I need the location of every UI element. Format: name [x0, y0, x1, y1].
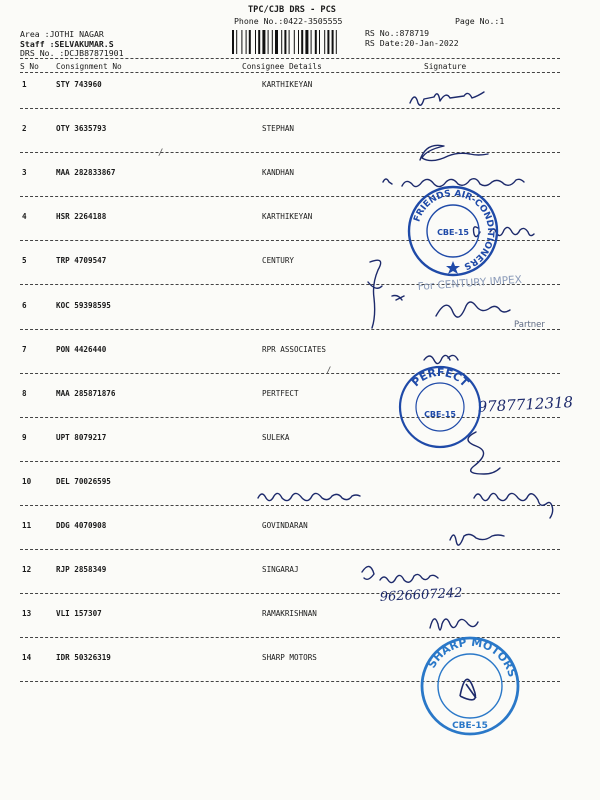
row-consignee: CENTURY — [262, 256, 295, 265]
table-row — [0, 389, 600, 432]
table-row — [0, 168, 600, 211]
row-consignment-no: DEL 70026595 — [56, 477, 111, 486]
svg-text:FRIENDS AIR-CONDITIONERS: FRIENDS AIR-CONDITIONERS — [412, 188, 496, 271]
row-sno: 7 — [22, 345, 27, 354]
handwritten-phone-row-8: 9787712318 — [477, 393, 574, 416]
row-consignee: KARTHIKEYAN — [262, 212, 313, 221]
row-separator — [20, 417, 560, 418]
drs-number: DRS No. :DCJB87871901 — [20, 48, 124, 58]
row-consignee: KARTHIKEYAN — [262, 80, 313, 89]
row-sno: 8 — [22, 389, 27, 398]
col-header-consignee: Consignee Details — [242, 62, 322, 71]
col-header-signature: Signature — [424, 62, 467, 71]
area-label: Area :JOTHI NAGAR — [20, 29, 104, 39]
sheet-title: TPC/CJB DRS - PCS — [248, 5, 336, 15]
century-impex-stamp: For CENTURY IMPEX — [417, 273, 523, 293]
row-sno: 9 — [22, 433, 27, 442]
barcode — [232, 30, 366, 54]
rs-number: RS No.:878719 — [365, 28, 430, 38]
row-sno: 4 — [22, 212, 27, 221]
table-row — [0, 609, 600, 652]
row-separator — [20, 240, 560, 241]
row-consignment-no: RJP 2858349 — [56, 565, 107, 574]
row-consignee: KANDHAN — [262, 168, 295, 177]
row-sno: 1 — [22, 80, 27, 89]
staff-label: Staff :SELVAKUMAR.S — [20, 39, 114, 49]
table-row — [0, 345, 600, 388]
row-sno: 14 — [22, 653, 32, 662]
row-separator — [20, 637, 560, 638]
table-row — [0, 521, 600, 564]
row-sno: 10 — [22, 477, 32, 486]
row-consignment-no: TRP 4709547 — [56, 256, 107, 265]
row-consignment-no: UPT 8079217 — [56, 433, 107, 442]
table-row — [0, 256, 600, 299]
table-row — [0, 301, 600, 344]
table-row — [0, 565, 600, 608]
row-separator — [20, 108, 560, 109]
row-sno: 5 — [22, 256, 27, 265]
row-consignment-no: DDG 4070908 — [56, 521, 107, 530]
check-mark: / — [158, 148, 164, 158]
row-consignment-no: PON 4426440 — [56, 345, 107, 354]
svg-text:SHARP MOTORS: SHARP MOTORS — [425, 635, 519, 679]
header-rule-bottom — [20, 72, 560, 73]
page-number: Page No.:1 — [455, 16, 505, 26]
row-separator — [20, 329, 560, 330]
row-consignment-no: VLI 157307 — [56, 609, 102, 618]
row-separator — [20, 461, 560, 462]
rs-date: RS Date:20-Jan-2022 — [365, 38, 459, 48]
row-separator — [20, 681, 560, 682]
century-partner-label: Partner — [514, 320, 545, 330]
row-consignee: SULEKA — [262, 433, 290, 442]
row-consignment-no: OTY 3635793 — [56, 124, 107, 133]
row-consignment-no: KOC 59398595 — [56, 301, 111, 310]
row-consignee: RAMAKRISHNAN — [262, 609, 317, 618]
row-separator — [20, 593, 560, 594]
row-consignee: RPR ASSOCIATES — [262, 345, 327, 354]
row-consignment-no: MAA 285871876 — [56, 389, 116, 398]
table-row — [0, 433, 600, 476]
header-rule-top — [20, 58, 560, 59]
handwritten-phone-row-12: 9626607242 — [379, 585, 463, 605]
row-sno: 12 — [22, 565, 32, 574]
row-consignment-no: MAA 282833867 — [56, 168, 116, 177]
row-sno: 2 — [22, 124, 27, 133]
table-row — [0, 653, 600, 696]
row-consignee: SINGARAJ — [262, 565, 299, 574]
row-sno: 13 — [22, 609, 32, 618]
table-row — [0, 124, 600, 167]
row-consignment-no: HSR 2264188 — [56, 212, 107, 221]
svg-text:PERFECT: PERFECT — [409, 365, 472, 390]
phone-number: Phone No.:0422-3505555 — [234, 16, 343, 26]
row-sno: 11 — [22, 521, 32, 530]
col-header-sno: S No — [20, 62, 39, 71]
table-row — [0, 212, 600, 255]
row-consignee: GOVINDARAN — [262, 521, 308, 530]
row-separator — [20, 373, 560, 374]
row-consignee: SHARP MOTORS — [262, 653, 317, 662]
row-separator — [20, 505, 560, 506]
row-separator — [20, 152, 560, 153]
svg-text:CBE-15: CBE-15 — [437, 228, 469, 237]
row-separator — [20, 284, 560, 285]
row-sno: 3 — [22, 168, 27, 177]
col-header-consignment: Consignment No — [56, 62, 122, 71]
check-mark: / — [326, 366, 332, 376]
table-row — [0, 80, 600, 123]
row-separator — [20, 549, 560, 550]
row-consignee: STEPHAN — [262, 124, 295, 133]
svg-text:CBE-15: CBE-15 — [424, 410, 456, 419]
row-consignee: PERTFECT — [262, 389, 299, 398]
row-consignment-no: STY 743960 — [56, 80, 102, 89]
row-sno: 6 — [22, 301, 27, 310]
svg-text:CBE-15: CBE-15 — [452, 721, 488, 731]
row-separator — [20, 196, 560, 197]
row-consignment-no: IDR 50326319 — [56, 653, 111, 662]
table-row — [0, 477, 600, 520]
